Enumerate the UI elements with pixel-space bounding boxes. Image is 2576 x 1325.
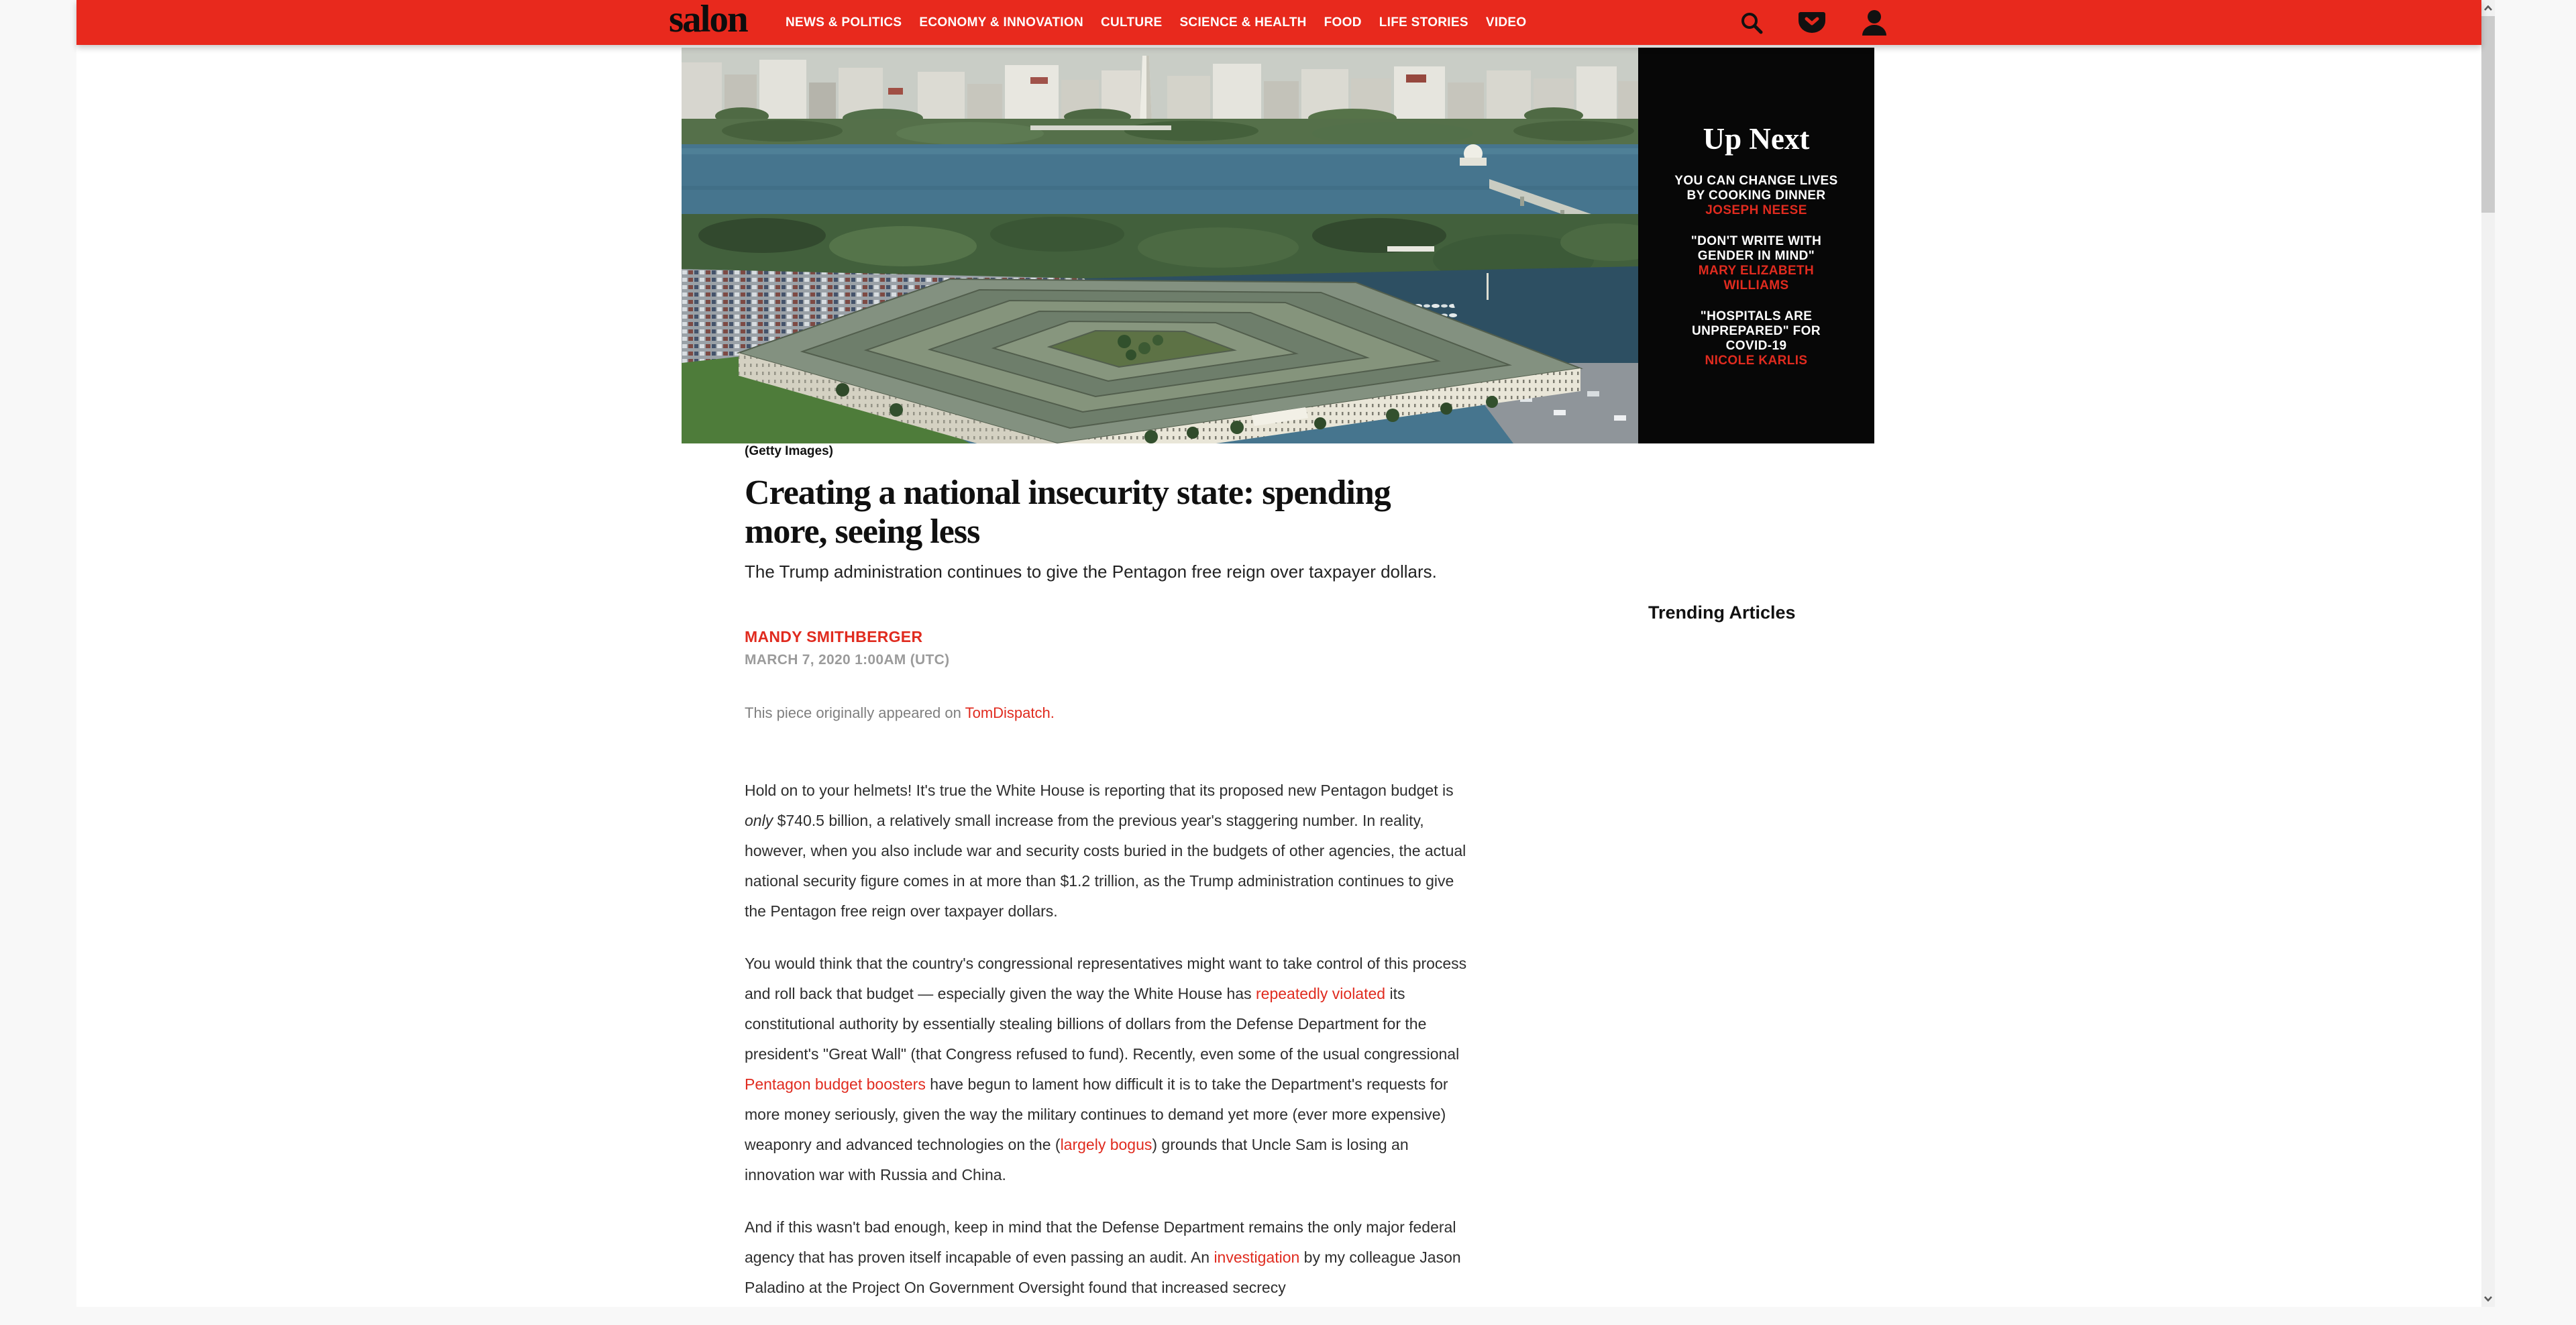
inline-link[interactable]: repeatedly violated xyxy=(1256,985,1386,1002)
nav-item-food[interactable]: FOOD xyxy=(1324,15,1362,30)
article-lede xyxy=(745,703,1483,723)
up-next-author-link[interactable]: NICOLE KARLIS xyxy=(1705,354,1808,368)
scrollbar xyxy=(2481,0,2495,1307)
up-next-item xyxy=(1669,234,1843,293)
nav-item-economy-innovation[interactable]: ECONOMY & INNOVATION xyxy=(919,15,1083,30)
scrollbar-thumb[interactable] xyxy=(2481,16,2495,213)
up-next-article-link[interactable]: "DON'T WRITE WITH GENDER IN MIND" xyxy=(1690,234,1822,263)
nav-item-news-politics[interactable]: NEWS & POLITICS xyxy=(786,15,902,30)
article-paragraph xyxy=(745,776,1468,926)
nav-item-video[interactable]: VIDEO xyxy=(1485,15,1527,30)
top-nav-bar xyxy=(76,0,2481,45)
up-next-heading: Up Next xyxy=(1703,122,1810,156)
text-run: by my colleague Jason Paladino at the Project On Government Oversight found that increased secrecy xyxy=(745,1249,1461,1296)
text-run: $740.5 billion, a relatively small increase from the previous year's staggering number. In reality, however, when you also include war and security costs buried in the budgets of other agencies, the actual national security figure comes in at more than $1.2 trillion, as the Trump administration continues to give the Pentagon free reign over taxpayer dollars. xyxy=(745,812,1466,920)
nav-item-life-stories[interactable]: LIFE STORIES xyxy=(1379,15,1468,30)
nav-item-science-health[interactable]: SCIENCE & HEALTH xyxy=(1179,15,1307,30)
up-next-article-link[interactable]: "HOSPITALS ARE UNPREPARED" FOR COVID-19 xyxy=(1691,309,1821,353)
text-run: Hold on to your helmets! It's true the White House is reporting that its proposed new Pentagon budget is xyxy=(745,782,1454,799)
article-title: Creating a national insecurity state: spending more, seeing less xyxy=(745,474,1391,551)
inline-link[interactable]: largely bogus xyxy=(1060,1136,1152,1153)
up-next-author-link[interactable]: JOSEPH NEESE xyxy=(1705,203,1807,217)
browser-page xyxy=(76,0,2495,1307)
inline-link[interactable]: Pentagon budget boosters xyxy=(745,1075,926,1093)
up-next-list xyxy=(1669,174,1843,384)
up-next-author-link[interactable]: MARY ELIZABETH WILLIAMS xyxy=(1698,264,1815,293)
trending-articles-heading: Trending Articles xyxy=(1648,602,1796,623)
hero-image-pentagon xyxy=(682,48,1638,443)
nav-icons xyxy=(1739,0,1889,45)
up-next-panel xyxy=(1638,48,1874,443)
nav-menu xyxy=(786,0,1526,45)
scroll-down-button[interactable] xyxy=(2481,1291,2495,1307)
salon-logo[interactable]: salon xyxy=(669,0,747,40)
text-run: And if this wasn't bad enough, keep in mind that the Defense Department remains the only major federal agency that has proven itself incapable of even passing an audit. An xyxy=(745,1218,1456,1266)
up-next-item xyxy=(1669,174,1843,218)
author-byline[interactable]: MANDY SMITHBERGER xyxy=(745,628,923,645)
article-body xyxy=(745,776,1468,1325)
article-paragraph xyxy=(745,949,1468,1190)
text-run: its constitutional authority by essentially stealing billions of dollars from the Defense Department for the president's "Great Wall" (that Congress refused to fund). Recently, even some of the usual congressional xyxy=(745,985,1460,1063)
up-next-article-link[interactable]: YOU CAN CHANGE LIVES BY COOKING DINNER xyxy=(1674,174,1838,203)
up-next-item xyxy=(1669,309,1843,368)
scroll-up-button[interactable] xyxy=(2481,0,2495,16)
chevron-down-icon xyxy=(2484,1296,2492,1302)
text-run: You would think that the country's congressional representatives might want to take control of this process and roll back that budget — especially given the way the White House has xyxy=(745,955,1467,1002)
article-paragraph xyxy=(745,1212,1468,1303)
pentagon-aerial-illustration xyxy=(682,48,1638,443)
account-icon[interactable] xyxy=(1860,9,1889,37)
image-credit: (Getty Images) xyxy=(745,444,833,458)
inline-link[interactable]: TomDispatch. xyxy=(965,704,1055,721)
text-run: ) grounds that Uncle Sam is losing an innovation war with Russia and China. xyxy=(745,1136,1409,1183)
chevron-up-icon xyxy=(2484,5,2492,11)
italic-text: only xyxy=(745,812,773,829)
inline-link[interactable]: investigation xyxy=(1214,1249,1300,1266)
article-subtitle: The Trump administration continues to give the Pentagon free reign over taxpayer dollars. xyxy=(745,562,1437,582)
nav-item-culture[interactable]: CULTURE xyxy=(1100,15,1163,30)
search-icon[interactable] xyxy=(1739,10,1764,36)
publish-date: MARCH 7, 2020 1:00AM (UTC) xyxy=(745,652,950,668)
pocket-save-icon[interactable] xyxy=(1798,9,1826,36)
text-run: have begun to lament how difficult it is to take the Department's requests for more money seriously, given the way the military continues to demand yet more (ever more expensive) weaponry and advanced technologies on the ( xyxy=(745,1075,1448,1153)
text-run: This piece originally appeared on xyxy=(745,704,965,721)
